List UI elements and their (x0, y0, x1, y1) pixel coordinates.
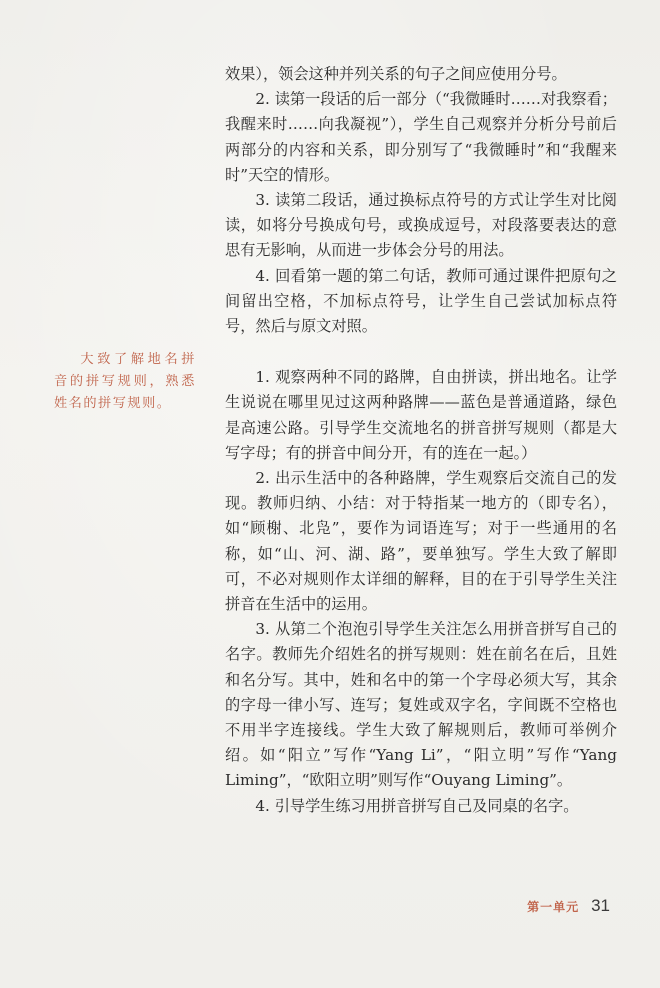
paragraph-road-signs: 1. 观察两种不同的路牌，自由拼读，拼出地名。让学生说说在哪里见过这两种路牌——蓝色是普通道路，绿色是高速公路。引导学生交流地名的拼音拼写规则（都是大写字母；有的拼音中间分开，有的连在一起。） (225, 368, 617, 462)
paragraph-practice: 4. 引导学生练习用拼音拼写自己及同桌的名字。 (255, 796, 579, 815)
page-footer (527, 896, 610, 916)
paragraph-continuation: 效果），领会这种并列关系的句子之间应使用分号。 (225, 65, 567, 83)
unit-label: 第一单元 (527, 900, 580, 914)
section-gap (225, 339, 617, 365)
paragraph-step-3-compare: 3. 读第二段话，通过换标点符号的方式让学生对比阅读，如将分号换成句号，或换成逗号，对段落要表达的意思有无影响，从而进一步体会分号的用法。 (225, 191, 617, 260)
paragraph-place-name-rules: 2. 出示生活中的各种路牌，学生观察后交流自己的发现。教师归纳、小结：对于特指某一地方的（即专名），如“顾榭、北凫”，要作为词语连写；对于一些通用的名称，如“山、河、湖、路”，要单独写。学生大致了解即可，不必对规则作太详细的解释，目的在于引导学生关注拼音在生活中的运用。 (225, 469, 617, 614)
page-number: 31 (591, 896, 610, 915)
main-text-column (225, 62, 617, 819)
paragraph-step-4-punctuate: 4. 回看第一题的第二句话，教师可通过课件把原句之间留出空格，不加标点符号，让学生自己尝试加标点符号，然后与原文对照。 (225, 266, 617, 336)
paragraph-personal-name-rules: 3. 从第二个泡泡引导学生关注怎么用拼音拼写自己的名字。教师先介绍姓名的拼写规则：姓在前名在后，且姓和名分写。其中，姓和名中的第一个字母必须大写，其余的字母一律小写、连写；复姓或双字名，字间既不空格也不用半字连接线。学生大致了解规则后，教师可举例介绍。如“阳立”写作“Yang Li”，“阳立明”写作“Yang Liming”，“欧阳立明”则写作“Ouyang Liming”。 (225, 620, 617, 790)
paragraph-step-2-semicolon: 2. 读第一段话的后一部分（“我微睡时……对我察看；我醒来时……向我凝视”），学生自己观察并分析分号前后两部分的内容和关系，即分别写了“我微睡时”和“我醒来时”天空的情形。 (225, 90, 617, 184)
margin-note: 大致了解地名拼音的拼写规则，熟悉姓名的拼写规则。 (54, 352, 196, 411)
